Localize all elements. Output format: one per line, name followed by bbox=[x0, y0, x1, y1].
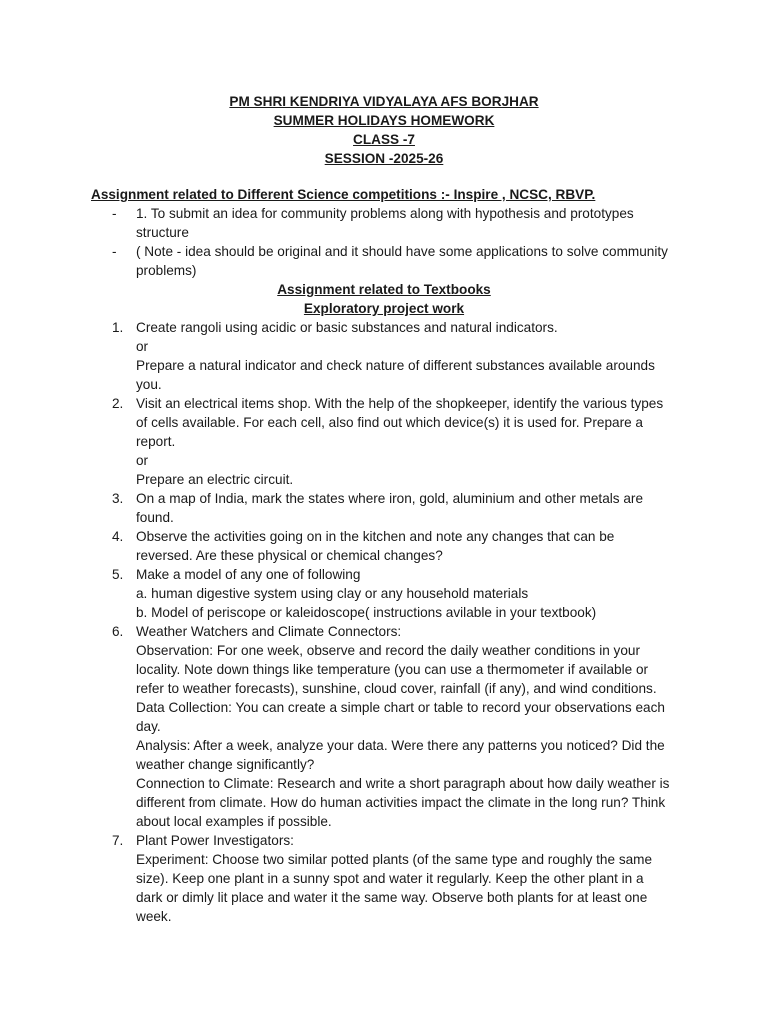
list-item-line: Plant Power Investigators: bbox=[136, 833, 294, 848]
list-marker: 4. bbox=[112, 529, 124, 544]
list-item-line: Weather Watchers and Climate Connectors: bbox=[136, 624, 402, 639]
science-competitions-heading: Assignment related to Different Science competitions :- Inspire , NCSC, RBVP. bbox=[91, 187, 596, 202]
list-marker: - bbox=[112, 206, 117, 221]
homework-title: SUMMER HOLIDAYS HOMEWORK bbox=[273, 113, 495, 128]
list-item bbox=[0, 565, 686, 622]
list-item bbox=[0, 394, 686, 489]
list-marker: 1. bbox=[112, 320, 124, 335]
list-item bbox=[0, 527, 686, 565]
list-item-line: Make a model of any one of following bbox=[136, 567, 361, 582]
list-item-line: dark or dimly lit place and water it the same way. Observe both plants for at least one bbox=[136, 890, 648, 905]
list-item-line: ( Note - idea should be original and it should have some applications to solve community bbox=[136, 244, 668, 259]
list-item-line: about local examples if possible. bbox=[136, 814, 332, 829]
list-item-line: structure bbox=[136, 225, 189, 240]
list-item-line: size). Keep one plant in a sunny spot and water it regularly. Keep the other plant in a bbox=[136, 871, 644, 886]
list-item-line: day. bbox=[136, 719, 161, 734]
list-item-line: problems) bbox=[136, 263, 197, 278]
list-item-line: Data Collection: You can create a simple chart or table to record your observations each bbox=[136, 700, 665, 715]
list-item-line: different from climate. How do human activities impact the climate in the long run? Think bbox=[136, 795, 666, 810]
science-competitions-list bbox=[0, 204, 768, 280]
list-item-line: week. bbox=[136, 909, 172, 924]
list-item-line: of cells available. For each cell, also find out which device(s) it is used for. Prepare a bbox=[136, 415, 643, 430]
list-marker: 3. bbox=[112, 491, 124, 506]
textbooks-heading: Assignment related to Textbooks bbox=[277, 282, 491, 297]
document-header bbox=[0, 92, 768, 168]
list-item-line: Visit an electrical items shop. With the help of the shopkeeper, identify the various types bbox=[136, 396, 664, 411]
class-label: CLASS -7 bbox=[353, 132, 415, 147]
list-item-line: refer to weather forecasts), sunshine, cloud cover, rainfall (if any), and wind conditions. bbox=[136, 681, 657, 696]
list-item-line: locality. Note down things like temperature (you can use a thermometer if available or bbox=[136, 662, 649, 677]
list-item-line: or bbox=[136, 339, 149, 354]
list-item-line: Experiment: Choose two similar potted plants (of the same type and roughly the same bbox=[136, 852, 653, 867]
list-item bbox=[0, 242, 682, 280]
list-item bbox=[0, 204, 682, 242]
list-item-line: found. bbox=[136, 510, 174, 525]
list-marker: 6. bbox=[112, 624, 124, 639]
list-item-line: Prepare an electric circuit. bbox=[136, 472, 294, 487]
list-item-line: weather change significantly? bbox=[136, 757, 315, 772]
list-item-line: Connection to Climate: Research and write a short paragraph about how daily weather is bbox=[136, 776, 670, 791]
list-item-line: Prepare a natural indicator and check nature of different substances available arounds bbox=[136, 358, 655, 373]
list-marker: 5. bbox=[112, 567, 124, 582]
list-item-line: Create rangoli using acidic or basic substances and natural indicators. bbox=[136, 320, 558, 335]
list-item-line: On a map of India, mark the states where iron, gold, aluminium and other metals are bbox=[136, 491, 643, 506]
textbooks-headings bbox=[0, 280, 768, 318]
list-item-line: report. bbox=[136, 434, 176, 449]
list-marker: 2. bbox=[112, 396, 124, 411]
list-item bbox=[0, 318, 686, 394]
list-item-line: b. Model of periscope or kaleidoscope( instructions avilable in your textbook) bbox=[136, 605, 597, 620]
list-item-line: a. human digestive system using clay or any household materials bbox=[136, 586, 529, 601]
list-item-line: 1. To submit an idea for community problems along with hypothesis and prototypes bbox=[136, 206, 634, 221]
list-item bbox=[0, 622, 686, 831]
list-item bbox=[0, 831, 686, 926]
list-item-line: or bbox=[136, 453, 149, 468]
list-item-line: you. bbox=[136, 377, 162, 392]
project-list bbox=[0, 318, 768, 926]
exploratory-project-heading: Exploratory project work bbox=[303, 301, 465, 316]
list-item bbox=[0, 489, 686, 527]
list-marker: 7. bbox=[112, 833, 124, 848]
list-item-line: Analysis: After a week, analyze your data. Were there any patterns you noticed? Did the bbox=[136, 738, 665, 753]
list-item-line: Observe the activities going on in the kitchen and note any changes that can be bbox=[136, 529, 615, 544]
school-name: PM SHRI KENDRIYA VIDYALAYA AFS BORJHAR bbox=[229, 94, 539, 109]
list-item-line: Observation: For one week, observe and record the daily weather conditions in your bbox=[136, 643, 640, 658]
session-label: SESSION -2025-26 bbox=[324, 151, 444, 166]
list-item-line: reversed. Are these physical or chemical changes? bbox=[136, 548, 443, 563]
list-marker: - bbox=[112, 244, 117, 259]
